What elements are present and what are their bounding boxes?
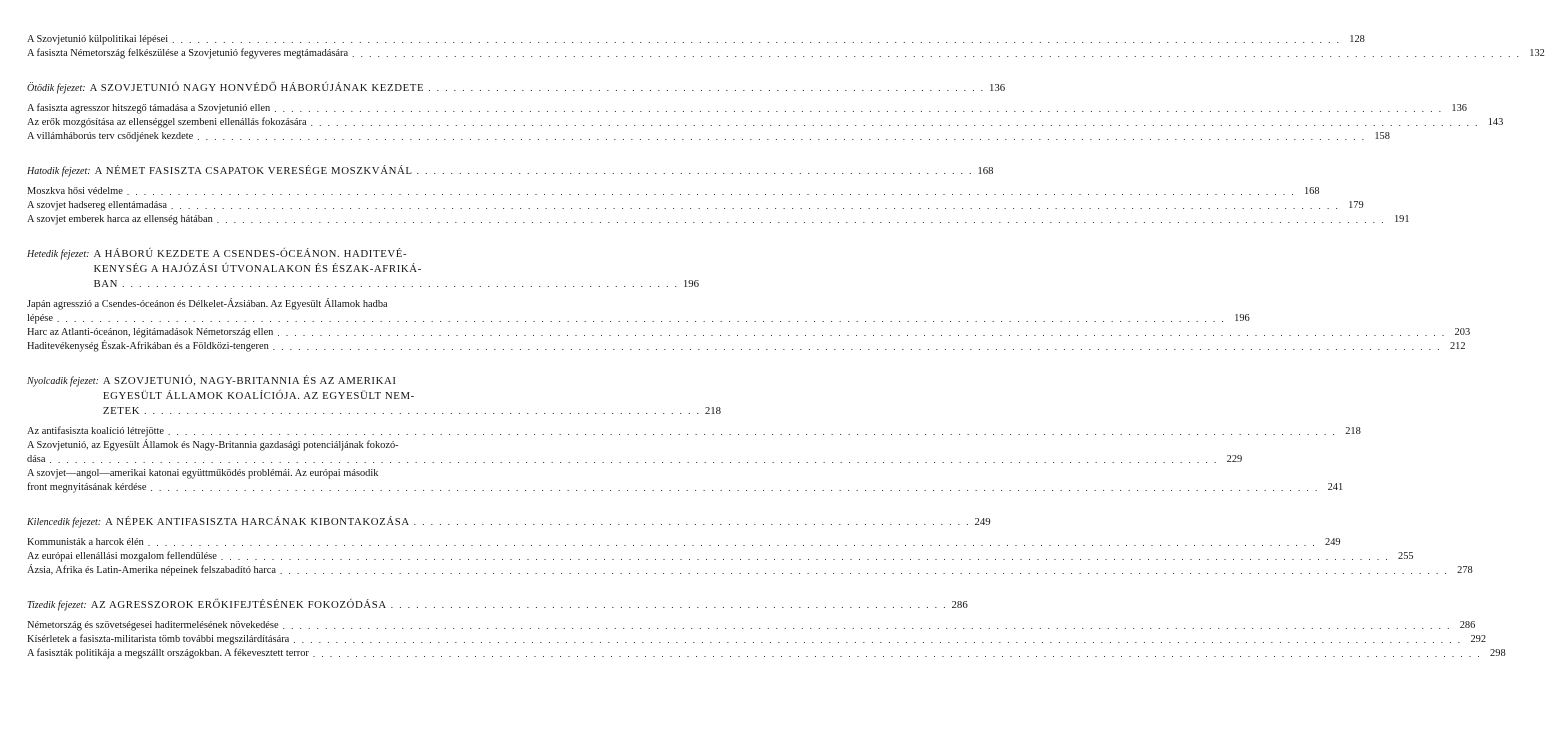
dot-leader [150,481,1319,495]
chapter-title-line [93,277,699,292]
entry-title: Ázsia, Afrika és Latin-Amerika népeinek felszabadító harca [27,565,276,576]
toc-entry [27,453,1243,467]
dot-leader [57,312,1226,326]
chapter-label: Ötödik fejezet: [27,83,86,94]
toc-entry [27,130,1390,144]
toc-entry [27,213,1410,227]
page-number: 241 [1327,482,1344,493]
entry-title: dása [27,454,46,465]
chapter-label: Hatodik fejezet: [27,166,91,177]
chapter-title [90,81,1006,96]
chapter-title-text: A HÁBORÚ KEZDETE A CSENDES-ÓCEÁNON. HADITEVÉ- [93,248,408,260]
chapter-label: Tizedik fejezet: [27,600,87,611]
toc-entry [27,647,1506,661]
entry-title-line: A szovjet—angol—amerikai katonai együttműködés problémái. Az európai második [27,468,379,479]
entry-title: lépése [27,313,53,324]
dot-leader [127,185,1296,199]
dot-leader [144,404,701,419]
page-number: 191 [1393,214,1410,225]
page-number: 249 [1325,537,1341,548]
chapter-title-line [91,598,968,613]
chapter-title [103,374,721,419]
dot-leader [313,647,1482,661]
page-number: 168 [1303,186,1320,197]
chapter-title-line [95,164,994,179]
toc-entry [27,33,1365,47]
entry-title: A szovjet hadsereg ellentámadása [27,200,167,211]
entry-title: Haditevékenység Észak-Afrikában és a Földközi-tengeren [27,341,269,352]
toc-entry [27,199,1364,213]
chapter-title [93,247,699,292]
page-number: 229 [1226,454,1243,465]
entry-title: Kísérletek a fasiszta-militarista tömb további megszilárdítására [27,634,290,645]
chapter-title-line [90,81,1006,96]
toc-entry-multiline [27,439,1243,467]
chapter-heading [27,81,1006,96]
toc-entry [27,481,1344,495]
dot-leader [221,550,1390,564]
dot-leader [428,81,985,96]
dot-leader [122,277,679,292]
page-number: 203 [1454,327,1471,338]
dot-leader [277,326,1446,340]
entry-title-line: Japán agresszió a Csendes-óceánon és Délkelet-Ázsiában. Az Egyesült Államok hadba [27,299,388,310]
chapter-label: Kilencedik fejezet: [27,517,102,528]
dot-leader [280,564,1449,578]
dot-leader [417,164,974,179]
dot-leader [311,116,1480,130]
chapter-title-text: A NÉPEK ANTIFASISZTA HARCÁNAK KIBONTAKOZÁSA [105,516,410,528]
page-number: 218 [1345,426,1361,437]
chapter-title-text: EGYESÜLT ÁLLAMOK KOALÍCIÓJA. AZ EGYESÜLT NEM- [102,390,415,402]
page-number: 286 [1459,620,1476,631]
chapter-title-text: A SZOVJETUNIÓ, NAGY-BRITANNIA ÉS AZ AMERIKAI [102,375,397,387]
chapter-heading [27,247,700,292]
toc-entry [27,102,1467,116]
page-number: 179 [1348,200,1364,211]
entry-title: Moszkva hősi védelme [27,186,123,197]
entry-title: A fasiszta agresszor hitszegő támadása a Szovjetunió ellen [27,103,271,114]
dot-leader [283,619,1452,633]
chapter-title [91,598,968,613]
dot-leader [148,536,1317,550]
chapter-title-line [103,389,721,404]
toc-entry [27,116,1504,130]
toc-entry [27,564,1473,578]
page-number: 143 [1487,117,1504,128]
chapter-title-text: BAN [93,278,119,290]
chapter-title-line [103,404,721,419]
chapter-title-text: A SZOVJETUNIÓ NAGY HONVÉDŐ HÁBORÚJÁNAK KEZDETE [89,82,425,94]
chapter-title-text: ZETEK [102,405,141,417]
chapter-title [105,515,991,530]
page-number: 136 [988,82,1006,94]
dot-leader [274,102,1443,116]
chapter-title-line [105,515,991,530]
entry-title: A fasiszták politikája a megszállt országokban. A fékevesztett terror [27,648,309,659]
page-number: 128 [1349,34,1365,45]
dot-leader [391,598,948,613]
dot-leader [197,130,1366,144]
chapter-heading [27,164,994,179]
page-number: 168 [977,165,994,177]
dot-leader [273,340,1442,354]
page-number: 249 [974,516,991,528]
toc-entry [27,340,1466,354]
toc-entry [27,326,1471,340]
toc-entry-multiline [27,467,1344,495]
entry-title-line: A Szovjetunió, az Egyesült Államok és Nagy-Britannia gazdasági potenciáljának fokozó- [27,440,399,451]
toc-entry [27,185,1320,199]
entry-title: A villámháborús terv csődjének kezdete [27,131,194,142]
chapter-heading [27,374,722,419]
entry-title: A szovjet emberek harca az ellenség hátában [27,214,213,225]
page-number: 218 [704,405,722,417]
page-number: 292 [1470,634,1487,645]
page-number: 255 [1398,551,1414,562]
chapter-title-line [93,247,699,262]
entry-title: Harc az Atlanti-óceánon, légitámadások Németország ellen [27,327,274,338]
entry-title: A fasiszta Németország felkészülése a Szovjetunió fegyveres megtámadására [27,48,349,59]
dot-leader [217,213,1386,227]
toc-entry [27,425,1361,439]
toc-entry [27,550,1414,564]
page-number: 298 [1490,648,1506,659]
toc-entry [27,619,1476,633]
entry-title: front megnyitásának kérdése [27,482,147,493]
chapter-title-text: A NÉMET FASISZTA CSAPATOK VERESÉGE MOSZKVÁNÁL [94,165,413,177]
entry-title: Az európai ellenállási mozgalom fellendülése [27,551,217,562]
page-number: 196 [682,278,700,290]
dot-leader [293,633,1462,647]
entry-title: Németország és szövetségesei haditermelésének növekedése [27,620,279,631]
entry-title: Az erők mozgósítása az ellenséggel szembeni ellenállás fokozására [27,117,307,128]
chapter-label: Nyolcadik fejezet: [27,376,99,387]
chapter-title-text: AZ AGRESSZOROK ERŐKIFEJTÉSÉNEK FOKOZÓDÁSA [90,599,387,611]
entry-title: Kommunisták a harcok élén [27,537,144,548]
page-number: 286 [951,599,968,611]
page-number: 158 [1374,131,1390,142]
page-number: 136 [1451,103,1467,114]
page-number: 196 [1234,313,1250,324]
page-number: 132 [1529,48,1545,59]
dot-leader [168,425,1337,439]
table-of-contents [27,33,1545,661]
dot-leader [172,33,1341,47]
dot-leader [171,199,1340,213]
page-number: 278 [1457,565,1473,576]
chapter-title-line [103,374,721,389]
chapter-label: Hetedik fejezet: [27,249,90,260]
page-number: 212 [1449,341,1466,352]
chapter-heading [27,515,991,530]
toc-entry [27,633,1487,647]
toc-entry [27,47,1545,61]
toc-entry [27,536,1341,550]
chapter-title-line [93,262,699,277]
entry-title: A Szovjetunió külpolitikai lépései [27,34,169,45]
toc-entry-multiline [27,298,1250,326]
dot-leader [414,515,971,530]
dot-leader [352,47,1521,61]
toc-entry [27,312,1250,326]
chapter-title [95,164,994,179]
chapter-heading [27,598,968,613]
dot-leader [49,453,1218,467]
chapter-title-text: KENYSÉG A HAJÓZÁSI ÚTVONALAKON ÉS ÉSZAK-AFRIKÁ- [93,263,422,275]
entry-title: Az antifasiszta koalíció létrejötte [27,426,165,437]
